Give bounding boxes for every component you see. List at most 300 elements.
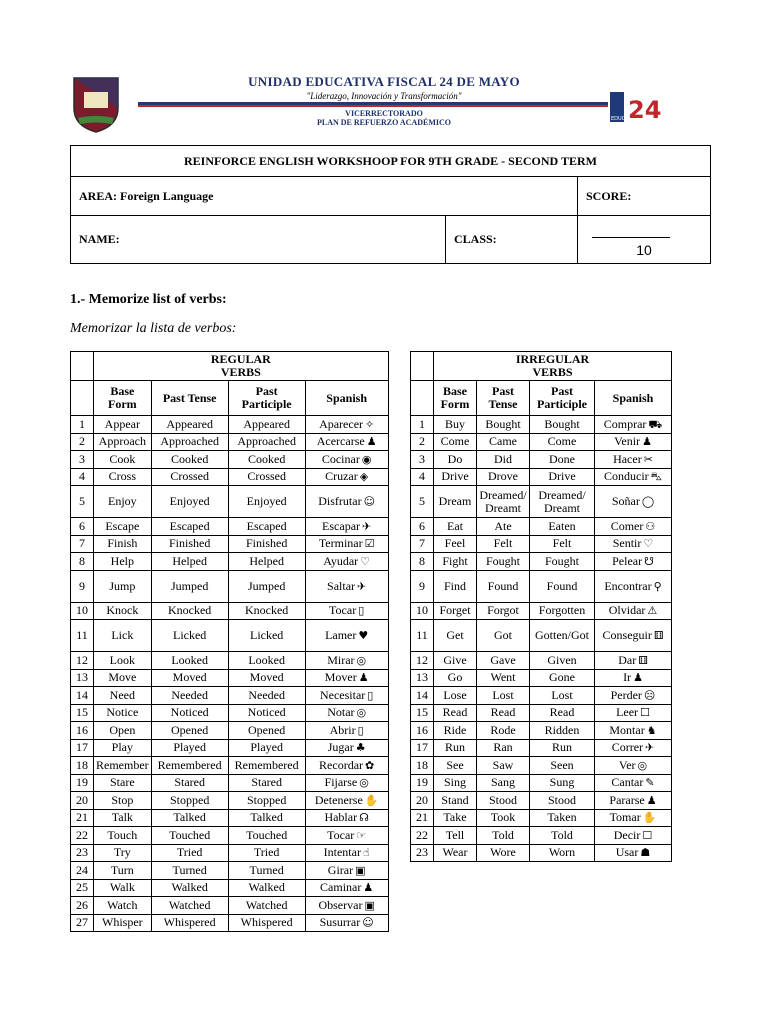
irregular-cell-num: 15 — [411, 704, 434, 722]
regular-cell-spanish — [305, 433, 388, 451]
regular-cell-spanish — [305, 897, 388, 915]
irregular-corner — [411, 352, 434, 381]
regular-cell-participle: Walked — [228, 879, 305, 897]
spanish-word: Pelear — [612, 553, 643, 568]
regular-cell-spanish — [305, 652, 388, 670]
section-heading: 1.- Memorize list of verbs: — [70, 292, 227, 307]
workshop-title: REINFORCE ENGLISH WORKSHOOP FOR 9TH GRADE - SECOND TERM — [71, 146, 711, 177]
regular-col-past: Past Tense — [151, 381, 228, 416]
irregular-col-num — [411, 381, 434, 416]
irregular-cell-num: 12 — [411, 652, 434, 670]
spanish-word: Observar — [318, 897, 363, 912]
verb-illustration-icon: ☐ — [640, 706, 650, 720]
irregular-verb-row — [411, 827, 672, 845]
regular-cell-base: Talk — [94, 809, 152, 827]
regular-cell-base: Turn — [94, 862, 152, 880]
name-label: NAME: — [79, 232, 120, 246]
verb-illustration-icon: ⛟ — [648, 417, 663, 431]
regular-cell-base: Enjoy — [94, 486, 152, 518]
regular-col-num — [71, 381, 94, 416]
irregular-cell-base: Feel — [434, 535, 477, 553]
spanish-word: Girar — [327, 862, 354, 877]
irregular-verb-row — [411, 739, 672, 757]
irregular-verb-row — [411, 704, 672, 722]
regular-cell-spanish — [305, 722, 388, 740]
regular-cell-spanish — [305, 757, 388, 775]
regular-verb-row — [71, 602, 389, 620]
regular-verb-row — [71, 652, 389, 670]
spanish-word: Cocinar — [321, 451, 360, 466]
verb-illustration-icon: ⚅ — [638, 653, 648, 667]
irregular-verb-row — [411, 774, 672, 792]
score-box[interactable] — [578, 216, 711, 264]
regular-cell-spanish — [305, 879, 388, 897]
name-field[interactable] — [71, 216, 446, 264]
regular-verbs-table — [70, 351, 389, 932]
spanish-word: Caminar — [320, 880, 362, 895]
spanish-word: Dar — [618, 652, 637, 667]
regular-cell-participle: Moved — [228, 669, 305, 687]
regular-cell-past: Escaped — [151, 518, 228, 536]
regular-cell-spanish — [305, 451, 388, 469]
spanish-word: Lamer — [325, 628, 357, 642]
spanish-word: Susurrar — [319, 915, 361, 930]
logo-sub: EDUCE — [611, 116, 629, 122]
irregular-col-past: Past Tense — [477, 381, 530, 416]
spanish-word: Necesitar — [319, 687, 366, 702]
irregular-cell-past: Ran — [477, 739, 530, 757]
regular-cell-participle: Watched — [228, 897, 305, 915]
regular-verb-row — [71, 570, 389, 602]
irregular-cell-spanish — [595, 704, 672, 722]
irregular-cell-participle: Drive — [530, 468, 595, 486]
regular-title-line1: REGULAR — [210, 352, 271, 366]
regular-cell-participle: Talked — [228, 809, 305, 827]
regular-cell-spanish — [305, 620, 388, 652]
regular-cell-num: 12 — [71, 652, 94, 670]
spanish-word: Ayudar — [323, 553, 359, 568]
educe-24-logo — [610, 86, 662, 126]
verb-illustration-icon: ♟ — [646, 793, 657, 807]
regular-cell-spanish — [305, 570, 388, 602]
verb-illustration-icon: ♡ — [643, 537, 654, 551]
irregular-verb-row — [411, 792, 672, 810]
irregular-cell-past: Drove — [477, 468, 530, 486]
regular-cell-base: Remember — [94, 757, 152, 775]
regular-cell-participle: Stared — [228, 774, 305, 792]
regular-cell-participle: Turned — [228, 862, 305, 880]
regular-cell-base: Try — [94, 844, 152, 862]
irregular-cell-base: Buy — [434, 416, 477, 434]
regular-cell-num: 22 — [71, 827, 94, 845]
irregular-cell-spanish — [595, 518, 672, 536]
irregular-cell-num: 18 — [411, 757, 434, 775]
irregular-cell-num: 10 — [411, 602, 434, 620]
irregular-cell-spanish — [595, 486, 672, 518]
regular-verb-row — [71, 827, 389, 845]
irregular-col-spanish: Spanish — [595, 381, 672, 416]
verb-illustration-icon: ♟ — [358, 671, 369, 685]
irregular-cell-past: Fought — [477, 553, 530, 571]
verb-illustration-icon: ⛍ — [650, 470, 662, 484]
irregular-cell-base: Find — [434, 570, 477, 602]
irregular-cell-spanish — [595, 809, 672, 827]
irregular-cell-past: Stood — [477, 792, 530, 810]
irregular-cell-base: Tell — [434, 827, 477, 845]
verb-illustration-icon: ☺ — [362, 916, 374, 930]
irregular-cell-spanish — [595, 570, 672, 602]
regular-cell-base: Appear — [94, 416, 152, 434]
verb-illustration-icon: ◎ — [359, 776, 369, 790]
irregular-cell-num: 19 — [411, 774, 434, 792]
irregular-cell-participle: Sung — [530, 774, 595, 792]
regular-verb-row — [71, 722, 389, 740]
workshop-info-table — [70, 145, 711, 264]
spanish-word: Aparecer — [319, 416, 364, 431]
irregular-cell-num: 2 — [411, 433, 434, 451]
spanish-word: Decir — [613, 827, 641, 842]
irregular-verb-row — [411, 451, 672, 469]
regular-verb-row — [71, 669, 389, 687]
irregular-col-base: Base Form — [434, 381, 477, 416]
regular-cell-participle: Played — [228, 739, 305, 757]
irregular-title — [434, 352, 672, 381]
verb-illustration-icon: ◎ — [637, 758, 648, 772]
score-blank — [592, 237, 670, 238]
irregular-cell-spanish — [595, 416, 672, 434]
regular-col-participle: Past Participle — [228, 381, 305, 416]
verb-illustration-icon: ◎ — [356, 653, 367, 667]
regular-cell-base: Approach — [94, 433, 152, 451]
regular-cell-past: Played — [151, 739, 228, 757]
regular-cell-participle: Licked — [228, 620, 305, 652]
regular-cell-spanish — [305, 602, 388, 620]
verb-illustration-icon: ☞ — [356, 828, 367, 842]
section-subheading: Memorizar la lista de verbos: — [70, 321, 237, 336]
regular-cell-past: Remembered — [151, 757, 228, 775]
class-field[interactable] — [446, 216, 578, 264]
class-label: CLASS: — [454, 232, 497, 246]
regular-cell-num: 7 — [71, 535, 94, 553]
regular-cell-base: Whisper — [94, 914, 152, 932]
irregular-cell-participle: Forgotten — [530, 602, 595, 620]
regular-cell-past: Licked — [151, 620, 228, 652]
regular-cell-num: 9 — [71, 570, 94, 602]
regular-verb-row — [71, 451, 389, 469]
irregular-cell-past: Bought — [477, 416, 530, 434]
logo-number: 24 — [628, 96, 662, 124]
irregular-cell-spanish — [595, 669, 672, 687]
verb-illustration-icon: ✈ — [362, 519, 372, 533]
regular-cell-past: Appeared — [151, 416, 228, 434]
irregular-cell-spanish — [595, 844, 672, 862]
irregular-cell-past: Felt — [477, 535, 530, 553]
irregular-cell-spanish — [595, 602, 672, 620]
regular-cell-past: Enjoyed — [151, 486, 228, 518]
regular-cell-base: Jump — [94, 570, 152, 602]
regular-cell-past: Jumped — [151, 570, 228, 602]
irregular-cell-base: Read — [434, 704, 477, 722]
regular-cell-num: 27 — [71, 914, 94, 932]
regular-cell-past: Tried — [151, 844, 228, 862]
regular-verb-row — [71, 687, 389, 705]
irregular-cell-participle: Read — [530, 704, 595, 722]
plan-title: PLAN DE REFUERZO ACADÉMICO — [316, 118, 451, 127]
irregular-cell-participle: Lost — [530, 687, 595, 705]
regular-cell-base: Help — [94, 553, 152, 571]
verb-illustration-icon: ♟ — [642, 435, 652, 449]
regular-cell-spanish — [305, 809, 388, 827]
irregular-cell-participle: Told — [530, 827, 595, 845]
irregular-col-participle: Past Participle — [530, 381, 595, 416]
spanish-word: Sentir — [612, 536, 642, 551]
regular-cell-spanish — [305, 687, 388, 705]
vice-rectorate: VICERRECTORADO — [345, 109, 423, 118]
regular-cell-past: Knocked — [151, 602, 228, 620]
irregular-verb-row — [411, 669, 672, 687]
verb-illustration-icon: ✋ — [642, 811, 657, 825]
regular-cell-participle: Enjoyed — [228, 486, 305, 518]
irregular-cell-participle: Seen — [530, 757, 595, 775]
regular-cell-base: Touch — [94, 827, 152, 845]
regular-cell-num: 21 — [71, 809, 94, 827]
spanish-word: Perder — [610, 687, 642, 702]
irregular-verb-row — [411, 844, 672, 862]
irregular-cell-past: Gave — [477, 652, 530, 670]
regular-verb-row — [71, 620, 389, 652]
spanish-word: Tocar — [327, 827, 355, 842]
regular-cell-past: Stopped — [151, 792, 228, 810]
spanish-word: Montar — [609, 722, 645, 737]
regular-cell-num: 25 — [71, 879, 94, 897]
irregular-cell-participle: Run — [530, 739, 595, 757]
regular-cell-past: Needed — [151, 687, 228, 705]
irregular-cell-spanish — [595, 535, 672, 553]
regular-cell-past: Talked — [151, 809, 228, 827]
regular-cell-base: Cross — [94, 468, 152, 486]
irregular-verb-row — [411, 468, 672, 486]
irregular-cell-num: 6 — [411, 518, 434, 536]
irregular-cell-spanish — [595, 553, 672, 571]
irregular-cell-past: Went — [477, 669, 530, 687]
irregular-cell-participle: Bought — [530, 416, 595, 434]
regular-cell-spanish — [305, 774, 388, 792]
regular-col-spanish: Spanish — [305, 381, 388, 416]
regular-cell-spanish — [305, 669, 388, 687]
irregular-cell-participle: Come — [530, 433, 595, 451]
verb-illustration-icon: ▯ — [367, 688, 374, 702]
regular-verb-row — [71, 897, 389, 915]
verb-illustration-icon: ♡ — [360, 554, 371, 568]
spanish-word: Olvidar — [608, 603, 646, 618]
irregular-cell-num: 16 — [411, 722, 434, 740]
spanish-word: Correr — [611, 740, 644, 755]
spanish-word: Tomar — [609, 810, 641, 825]
school-motto: "Liderazgo, Innovación y Transformación" — [306, 91, 462, 101]
irregular-cell-spanish — [595, 652, 672, 670]
score-label: SCORE: — [578, 177, 711, 216]
regular-cell-base: Knock — [94, 602, 152, 620]
regular-cell-spanish — [305, 739, 388, 757]
irregular-cell-past: Took — [477, 809, 530, 827]
irregular-cell-num: 14 — [411, 687, 434, 705]
regular-cell-past: Touched — [151, 827, 228, 845]
irregular-cell-participle: Taken — [530, 809, 595, 827]
irregular-verb-row — [411, 722, 672, 740]
irregular-cell-participle: Stood — [530, 792, 595, 810]
irregular-cell-participle: Fought — [530, 553, 595, 571]
regular-cell-participle: Jumped — [228, 570, 305, 602]
irregular-cell-spanish — [595, 468, 672, 486]
irregular-verb-row — [411, 535, 672, 553]
regular-cell-participle: Noticed — [228, 704, 305, 722]
irregular-verb-row — [411, 486, 672, 518]
regular-cell-past: Watched — [151, 897, 228, 915]
header-rule-red — [138, 105, 608, 107]
irregular-cell-past: Found — [477, 570, 530, 602]
spanish-word: Mover — [324, 670, 357, 685]
regular-corner — [71, 352, 94, 381]
irregular-cell-past: Saw — [477, 757, 530, 775]
irregular-verbs-table — [410, 351, 672, 862]
regular-verb-row — [71, 486, 389, 518]
area-label: AREA: Foreign Language — [71, 177, 578, 216]
spanish-word: Notar — [327, 705, 355, 720]
verb-illustration-icon: ☗ — [640, 846, 651, 860]
verb-illustration-icon: ☑ — [364, 537, 375, 551]
irregular-cell-base: Fight — [434, 553, 477, 571]
regular-verb-row — [71, 809, 389, 827]
irregular-title-line2: VERBS — [532, 365, 573, 379]
irregular-cell-past: Read — [477, 704, 530, 722]
verb-illustration-icon: ☺ — [363, 495, 376, 508]
irregular-cell-num: 1 — [411, 416, 434, 434]
irregular-cell-spanish — [595, 451, 672, 469]
verb-illustration-icon: ✧ — [365, 417, 375, 431]
irregular-title-line1: IRREGULAR — [515, 352, 590, 366]
irregular-cell-base: Run — [434, 739, 477, 757]
verb-illustration-icon: ♟ — [363, 881, 374, 895]
regular-col-base: Base Form — [94, 381, 152, 416]
verb-illustration-icon: ☐ — [642, 828, 653, 842]
irregular-verb-row — [411, 757, 672, 775]
irregular-verb-row — [411, 809, 672, 827]
spanish-word: Usar — [615, 845, 639, 860]
regular-cell-num: 13 — [71, 669, 94, 687]
regular-cell-past: Approached — [151, 433, 228, 451]
regular-cell-num: 19 — [71, 774, 94, 792]
regular-cell-past: Turned — [151, 862, 228, 880]
regular-cell-num: 8 — [71, 553, 94, 571]
verb-illustration-icon: ♞ — [646, 723, 657, 737]
regular-cell-num: 2 — [71, 433, 94, 451]
irregular-cell-participle: Felt — [530, 535, 595, 553]
verb-illustration-icon: ♟ — [633, 671, 643, 685]
regular-cell-past: Looked — [151, 652, 228, 670]
regular-cell-past: Noticed — [151, 704, 228, 722]
spanish-word: Comprar — [603, 416, 647, 431]
regular-cell-past: Cooked — [151, 451, 228, 469]
regular-cell-participle: Stopped — [228, 792, 305, 810]
regular-verb-row — [71, 879, 389, 897]
irregular-verb-row — [411, 602, 672, 620]
regular-cell-base: Cook — [94, 451, 152, 469]
irregular-cell-base: Ride — [434, 722, 477, 740]
regular-cell-spanish — [305, 914, 388, 932]
regular-cell-participle: Touched — [228, 827, 305, 845]
irregular-cell-participle: Found — [530, 570, 595, 602]
verb-illustration-icon: ✎ — [645, 776, 655, 790]
verb-illustration-icon: ◈ — [359, 470, 369, 484]
verb-illustration-icon: ☋ — [644, 554, 654, 568]
regular-cell-participle: Knocked — [228, 602, 305, 620]
regular-verb-row — [71, 433, 389, 451]
irregular-cell-num: 8 — [411, 553, 434, 571]
spanish-word: Tocar — [329, 603, 357, 618]
irregular-cell-spanish — [595, 827, 672, 845]
regular-cell-past: Stared — [151, 774, 228, 792]
regular-cell-participle: Remembered — [228, 757, 305, 775]
irregular-cell-num: 20 — [411, 792, 434, 810]
spanish-word: Abrir — [329, 722, 356, 737]
irregular-cell-participle: Given — [530, 652, 595, 670]
spanish-word: Saltar — [327, 578, 356, 593]
verb-illustration-icon: ✂ — [643, 452, 653, 466]
spanish-word: Hacer — [613, 451, 642, 466]
regular-cell-num: 20 — [71, 792, 94, 810]
verb-illustration-icon: ▯ — [357, 723, 364, 737]
regular-cell-spanish — [305, 468, 388, 486]
irregular-cell-participle: Eaten — [530, 518, 595, 536]
regular-cell-participle: Looked — [228, 652, 305, 670]
verb-illustration-icon: ▣ — [355, 863, 366, 877]
score-total: 10 — [636, 242, 652, 258]
regular-cell-spanish — [305, 704, 388, 722]
irregular-cell-num: 21 — [411, 809, 434, 827]
irregular-cell-past: Did — [477, 451, 530, 469]
regular-cell-num: 11 — [71, 620, 94, 652]
regular-verb-row — [71, 774, 389, 792]
irregular-cell-base: Give — [434, 652, 477, 670]
irregular-cell-past: Came — [477, 433, 530, 451]
irregular-cell-past: Wore — [477, 844, 530, 862]
verb-illustration-icon: ✈ — [357, 579, 367, 593]
school-name: UNIDAD EDUCATIVA FISCAL 24 DE MAYO — [248, 74, 520, 89]
irregular-verb-row — [411, 416, 672, 434]
irregular-cell-base: Lose — [434, 687, 477, 705]
irregular-cell-num: 4 — [411, 468, 434, 486]
regular-verb-row — [71, 416, 389, 434]
irregular-cell-spanish — [595, 774, 672, 792]
irregular-cell-past: Ate — [477, 518, 530, 536]
irregular-cell-participle: Dreamed/ Dreamt — [530, 486, 595, 518]
spanish-word: Ver — [618, 757, 636, 772]
verb-illustration-icon: ◯ — [641, 495, 655, 508]
irregular-cell-num: 7 — [411, 535, 434, 553]
regular-cell-past: Crossed — [151, 468, 228, 486]
spanish-word: Recordar — [319, 757, 364, 772]
irregular-verb-row — [411, 620, 672, 652]
regular-cell-participle: Needed — [228, 687, 305, 705]
irregular-verb-row — [411, 687, 672, 705]
verb-illustration-icon: ◉ — [361, 452, 372, 466]
regular-verb-row — [71, 844, 389, 862]
regular-cell-num: 23 — [71, 844, 94, 862]
irregular-verb-row — [411, 433, 672, 451]
regular-cell-num: 18 — [71, 757, 94, 775]
verb-illustration-icon: ⚲ — [653, 579, 662, 593]
regular-cell-base: Need — [94, 687, 152, 705]
